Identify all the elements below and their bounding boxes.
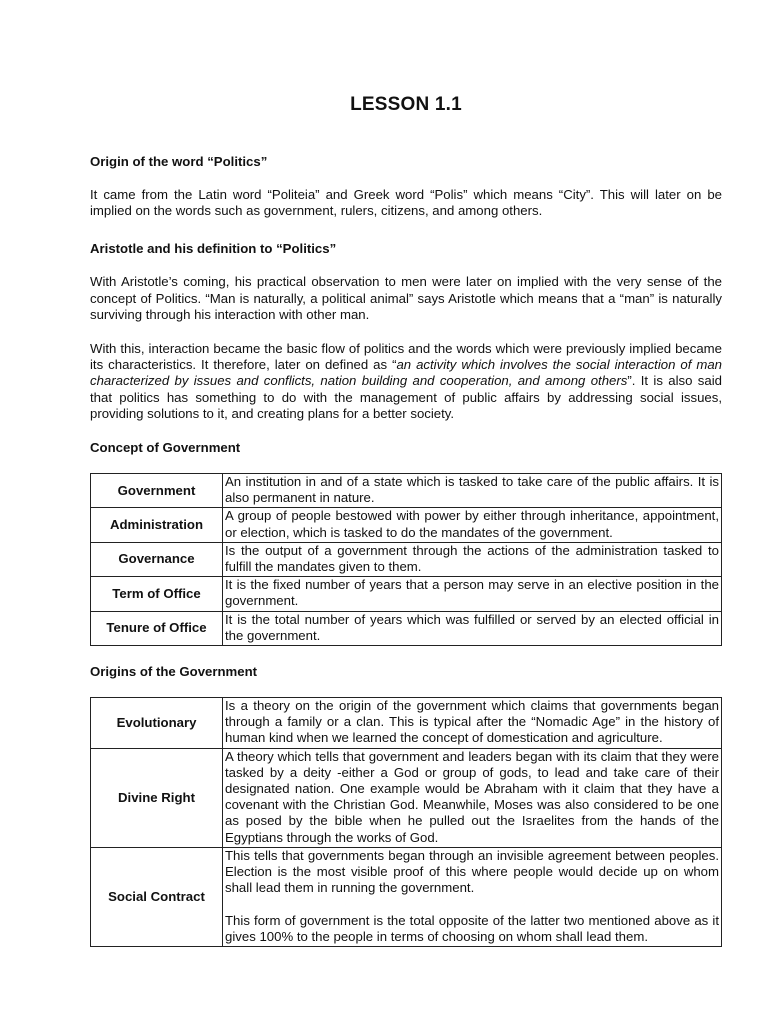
- concept-heading: Concept of Government: [90, 440, 241, 456]
- document-page: [90, 94, 722, 965]
- table-row: [91, 748, 722, 847]
- table-term: Tenure of Office: [91, 611, 223, 645]
- aristotle-paragraph-2-start: With this, interaction became the basic flow of politics and the words which were previously implied became its characteristics. It therefore, later on defined as “: [90, 341, 722, 373]
- origin-heading: Origin of the word “Politics”: [90, 154, 268, 169]
- table-definition: A theory which tells that government and leaders began with its claim that they were tasked by a deity -either a God or group of gods, to lead and take care of their designated nation. One example would be Abraham with it claim that they have a covenant with the Christian God. Meanwhile, Moses was also considered to be one as posed by the bible when he pulled out the Israelites from the hands of the Egyptians through the works of God.: [223, 748, 722, 847]
- lesson-title: LESSON 1.1: [350, 94, 462, 115]
- table-row: [91, 847, 722, 946]
- table-row: [91, 611, 722, 645]
- concept-table: [90, 473, 722, 646]
- table-row: [91, 698, 722, 749]
- table-definition: Is a theory on the origin of the government which claims that governments began through a family or a clan. This is typical after the “Nomadic Age” in the history of human kind when we learned the concept of domestication and agriculture.: [223, 698, 722, 749]
- table-term: Administration: [91, 508, 223, 542]
- aristotle-paragraph-2-end: ”. It is also said that politics has something to do with the management of public affairs by addressing social issues, providing solutions to it, and creating plans for a better society.: [90, 373, 722, 421]
- table-term: Term of Office: [91, 577, 223, 611]
- aristotle-paragraph-2: [90, 341, 722, 422]
- social-contract-definition-part-2: This form of government is the total opposite of the latter two mentioned above as it gives 100% to the people in terms of choosing on whom shall lead them.: [225, 912, 719, 944]
- table-term: Governance: [91, 542, 223, 576]
- table-definition: A group of people bestowed with power by either through inheritance, appointment, or election, which is tasked to do the mandates of the government.: [223, 508, 722, 542]
- table-term: Evolutionary: [91, 698, 223, 749]
- table-term: Social Contract: [91, 847, 223, 946]
- politics-definition-quote: an activity which involves the social interaction of man characterized by issues and conflicts, nation building and cooperation, and among others: [90, 357, 722, 389]
- table-row: [91, 474, 722, 508]
- aristotle-heading: Aristotle and his definition to “Politics”: [90, 241, 337, 257]
- table-definition: It is the fixed number of years that a person may serve in an elective position in the government.: [223, 577, 722, 611]
- table-row: [91, 577, 722, 611]
- table-definition: An institution in and of a state which is tasked to take care of the public affairs. It is also permanent in nature.: [223, 474, 722, 508]
- social-contract-definition-part-1: This tells that governments began through an invisible agreement between peoples. Election is the most visible proof of this where people would decide up on whom shall lead them in running the government.: [225, 847, 719, 896]
- table-row: [91, 542, 722, 576]
- table-term: Government: [91, 474, 223, 508]
- origin-paragraph: It came from the Latin word “Politeia” and Greek word “Polis” which means “City”. This will later on be implied on the words such as government, rulers, citizens, and among others.: [90, 187, 722, 219]
- aristotle-paragraph-1: With Aristotle’s coming, his practical observation to men were later on implied with the very sense of the concept of Politics. “Man is naturally, a political animal” says Aristotle which means that a “man” is naturally surviving through his interaction with other man.: [90, 274, 722, 322]
- table-definition: Is the output of a government through the actions of the administration tasked to fulfill the mandates given to them.: [223, 542, 722, 576]
- table-term: Divine Right: [91, 748, 223, 847]
- table-definition: It is the total number of years which was fulfilled or served by an elected official in the government.: [223, 611, 722, 645]
- origins-table: [90, 697, 722, 947]
- table-definition: [223, 847, 722, 946]
- table-row: [91, 508, 722, 542]
- origins-heading: Origins of the Government: [90, 664, 258, 680]
